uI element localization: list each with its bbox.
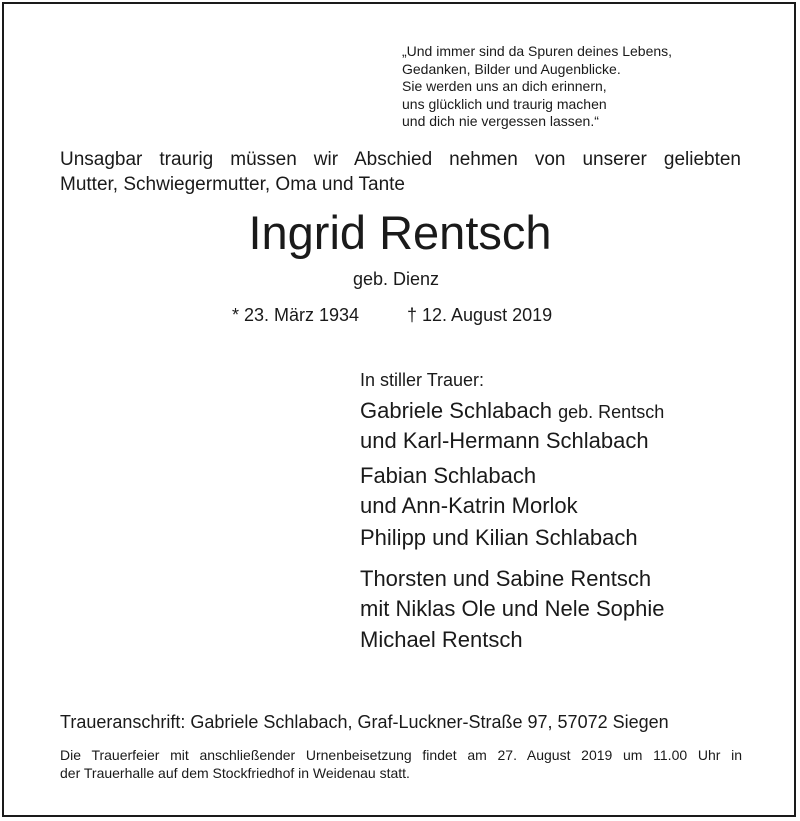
mourner-line: Fabian Schlabach [360, 463, 537, 488]
mourner-line: Michael Rentsch [360, 627, 523, 652]
mourner-maiden-name: geb. Rentsch [558, 402, 665, 422]
mourner-line: und Karl-Hermann Schlabach [360, 428, 649, 453]
ceremony-info [60, 746, 742, 782]
mourner-line: mit Niklas Ole und Nele Sophie [360, 596, 665, 621]
mourner-line: Thorsten und Sabine Rentsch [360, 566, 652, 591]
quote-line: Sie werden uns an dich erinnern, [402, 78, 607, 95]
maiden-name: geb. Dienz [353, 269, 440, 289]
mourner-line [360, 398, 664, 425]
ceremony-line: Die Trauerfeier mit anschließender Urnenbeisetzung findet am 27. August 2019 um 11.00 Uhr in [60, 747, 742, 763]
mourning-address: Traueranschrift: Gabriele Schlabach, Graf-Luckner-Straße 97, 57072 Siegen [60, 712, 669, 732]
intro-text [60, 147, 741, 197]
intro-line: Unsagbar traurig müssen wir Abschied nehmen von unserer geliebten [60, 149, 741, 170]
intro-line: Mutter, Schwiegermutter, Oma und Tante [60, 174, 405, 195]
quote-line: und dich nie vergessen lassen.“ [402, 113, 599, 130]
death-date: † 12. August 2019 [407, 305, 553, 325]
quote-block [402, 43, 672, 131]
quote-line: uns glücklich und traurig machen [402, 95, 607, 112]
deceased-name: Ingrid Rentsch [248, 206, 552, 259]
quote-line: „Und immer sind da Spuren deines Lebens, [402, 43, 673, 59]
mourner-line: und Ann-Katrin Morlok [360, 493, 578, 518]
quote-line: Gedanken, Bilder und Augenblicke. [402, 60, 621, 77]
mourner-name: Gabriele Schlabach [360, 398, 553, 423]
birth-date: * 23. März 1934 [232, 305, 360, 325]
mourner-line: Philipp und Kilian Schlabach [360, 525, 638, 550]
ceremony-line: der Trauerhalle auf dem Stockfriedhof in Weidenau statt. [60, 765, 410, 781]
mourning-label: In stiller Trauer: [360, 370, 485, 390]
